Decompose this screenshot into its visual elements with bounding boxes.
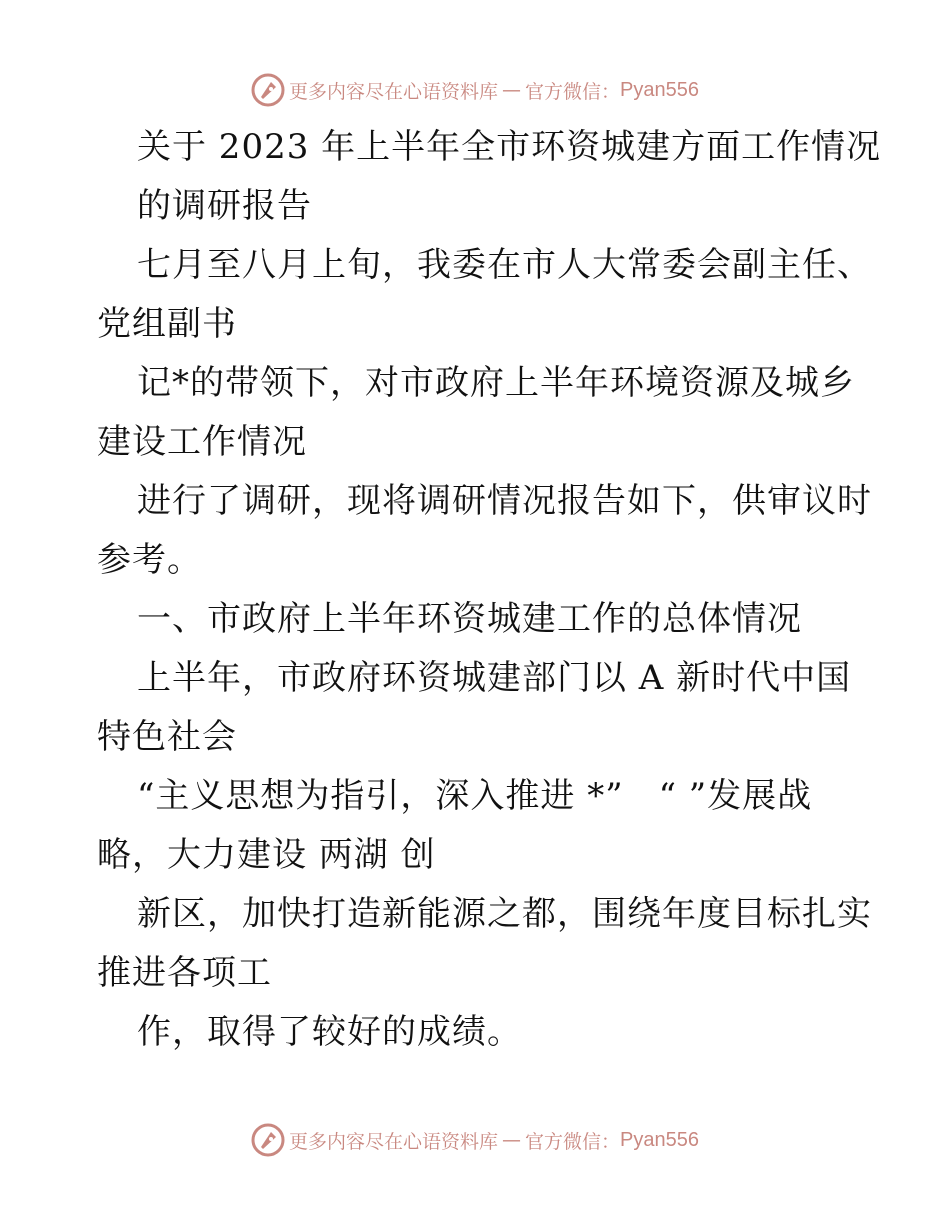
body-line: 进行了调研，现将调研情况报告如下，供审议时: [137, 481, 872, 521]
banner-wechat-label: 官方微信：: [525, 1130, 621, 1153]
banner-text: 更多内容尽在心语资料库: [289, 1130, 499, 1153]
body-line: 新区，加快打造新能源之都，围绕年度目标扎实: [137, 894, 872, 934]
body-line: 上半年，市政府环资城建部门以 A 新时代中国: [137, 658, 852, 698]
body-line: 一、市政府上半年环资城建工作的总体情况: [137, 599, 802, 639]
body-line: 作，取得了较好的成绩。: [137, 1012, 522, 1052]
banner-text: 更多内容尽在心语资料库: [289, 80, 499, 103]
body-line: 关于 2023 年上半年全市环资城建方面工作情况: [137, 127, 882, 167]
banner-separator: —: [502, 1129, 522, 1151]
banner-wechat-id: Pyan556: [620, 78, 699, 101]
banner-wechat-id: Pyan556: [620, 1128, 699, 1151]
body-line: 特色社会: [97, 717, 237, 757]
header-banner: [0, 70, 950, 110]
body-line: 推进各项工: [97, 953, 272, 993]
body-line: 参考。: [97, 540, 202, 580]
body-line: 略，大力建设 两湖 创: [97, 835, 436, 875]
body-line: 党组副书: [97, 304, 237, 344]
fountain-pen-logo-icon: [251, 1123, 285, 1157]
body-line: 记*的带领下，对市政府上半年环境资源及城乡: [137, 363, 855, 403]
body-line: “主义思想为指引，深入推进 *” “ ”发展战: [137, 776, 813, 816]
body-line: 的调研报告: [137, 186, 312, 226]
fountain-pen-logo-icon: [251, 73, 285, 107]
body-line: 建设工作情况: [97, 422, 307, 462]
banner-separator: —: [502, 79, 522, 101]
banner-wechat-label: 官方微信：: [525, 80, 621, 103]
document-body: [97, 118, 882, 1062]
footer-banner: [0, 1120, 950, 1160]
body-line: 七月至八月上旬，我委在市人大常委会副主任、: [137, 245, 872, 285]
